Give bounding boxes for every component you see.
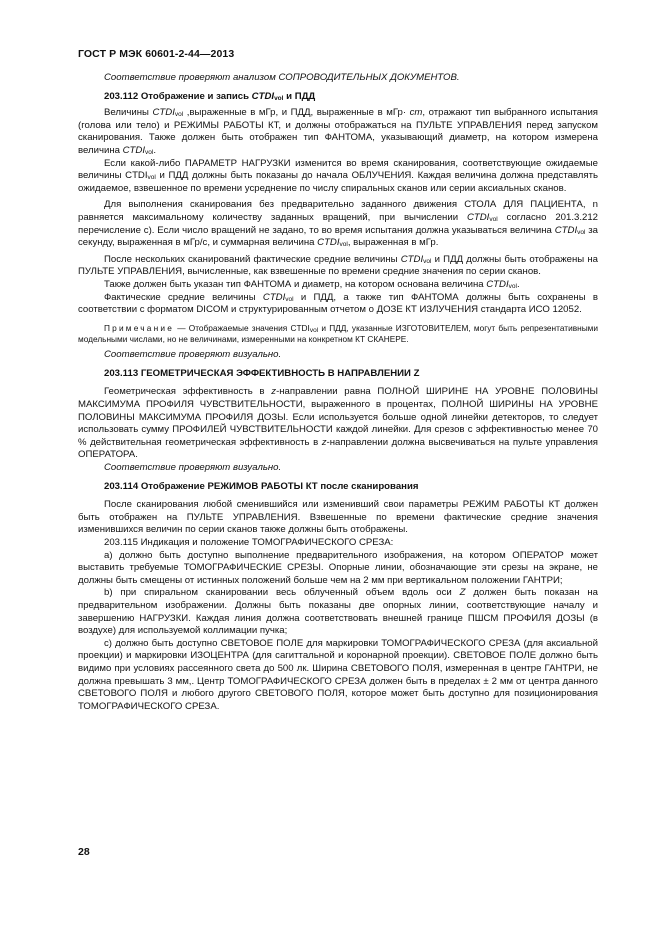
page-number: 28 — [78, 846, 90, 858]
section-heading-203-112: 203.112 Отображение и запись $CTDI_{vol}$ и ПДД — [104, 90, 316, 102]
conformity-note-1: Соответствие проверяют анализом СОПРОВОДИТЕЛЬНЫХ ДОКУМЕНТОВ. — [104, 72, 460, 83]
paragraph-geometric-efficiency: Геометрическая эффективность в z-направлении равна ПОЛНОЙ ШИРИНЕ НА УРОВНЕ ПОЛОВИНЫ МАКСИМУМА ПРОФИЛЯ ЧУВСТВИТЕЛЬНОСТИ, выраженного в процентах, ПОЛНОЙ ШИРИНЫ НА УРОВНЕ ПОЛОВИНЫ МАКСИМУМА ПРОФИЛЯ ДОЗЫ. Если используется больше одной линейки детекторов, то следует использовать сумму ПРОФИЛЕЙ ЧУВСТВИТЕЛЬНОСТИ каждой линейки. Для срезов с эффективностью менее 70 % действительная геометрическая эффективность в z-направлении должна высвечиваться на пульте управления ОПЕРАТОРА. — [78, 386, 598, 461]
paragraph-dicom-storage: Фактические средние величины $CTDI_{vol}$ и ПДД, а также тип ФАНТОМА должны быть сохранены в соответствии с форматом DICOM и структурированным отчетом о ДОЗЕ КТ ИЗЛУЧЕНИЯ стандарта ИСО 12052. — [78, 291, 598, 316]
list-item-b: b) при спиральном сканировании весь облученный объем вдоль оси Z должен быть показан на предварительном изображении. Должны быть показаны две опорных линии, соответствующие началу и завершению НАГРУЗКИ. Каждая линия должна соответствовать внешней границе ПШСМ ПРОФИЛЯ ДОЗЫ (в воздухе) для используемой коллимации пучка; — [78, 587, 598, 637]
section-heading-203-113: 203.113 ГЕОМЕТРИЧЕСКАЯ ЭФФЕКТИВНОСТЬ В НАПРАВЛЕНИИ Z — [104, 367, 420, 379]
paragraph-scan-without-table-motion: Для выполнения сканирования без предварительно заданного движения СТОЛА ДЛЯ ПАЦИЕНТА, n равняется максимальному количеству заданных вращений, при вычислении $CTDI_{vol}$ согласно 201.3.212 перечисление с). Если число вращений не задано, то во время испытания должна указываться величина $CTDI_{vol}$ за секунду, выраженная в мГр/с, и суммарная величина $CTDI_{vol}$, выраженная в мГр. — [78, 199, 599, 249]
paragraph-after-several-scans: После нескольких сканирований фактические средние величины $CTDI_{vol}$ и ПДД должны быть отображены на ПУЛЬТЕ УПРАВЛЕНИЯ, вычисленные, как взвешенные по времени средние значения по серии сканов. — [78, 253, 598, 278]
paragraph-load-parameter-change: Если какой-либо ПАРАМЕТР НАГРУЗКИ изменится во время сканирования, соответствующие ожидаемые величины $CTDI_{vol}$ и ПДД должны быть показаны до начала ОБЛУЧЕНИЯ. Каждая величина должна представлять ожидаемое, взвешенное по времени усреднение по числу спиральных сканов или серии аксиальных сканов. — [78, 157, 598, 194]
standard-header: ГОСТ Р МЭК 60601-2-44—2013 — [78, 48, 235, 60]
paragraph-after-scanning: После сканирования любой сменившийся или изменивший свои параметры РЕЖИМ РАБОТЫ КТ должен быть отображен на ПУЛЬТЕ УПРАВЛЕНИЯ. Взвешенные по времени фактические средние значения изменившихся величин по серии сканов также должны быть отображены. — [78, 499, 598, 536]
section-heading-203-114: 203.114 Отображение РЕЖИМОВ РАБОТЫ КТ после сканирования — [104, 480, 419, 492]
note-displayed-values: Примечание — Отображаемые значения $CTDI_{vol}$ и ПДД, указанные ИЗГОТОВИТЕЛЕМ, могут быть репрезентативными модельными числами, но не величинами, измеренными на конкретном КТ СКАНЕРЕ. — [78, 322, 598, 344]
document-page — [78, 48, 598, 713]
conformity-note-3: Соответствие проверяют визуально. — [104, 462, 282, 474]
conformity-note-2: Соответствие проверяют визуально. — [104, 349, 282, 361]
paragraph-phantom-type: Также должен быть указан тип ФАНТОМА и диаметр, на котором основана величина $CTDI_{vol}$. — [104, 278, 520, 290]
list-item-c: c) должно быть доступно СВЕТОВОЕ ПОЛЕ для маркировки ТОМОГРАФИЧЕСКОГО СРЕЗА (для аксиальной проекции) и маркировки ИЗОЦЕНТРА (для сагиттальной и коронарной проекции). СВЕТОВОЕ ПОЛЕ должно быть видимо при условиях рассеянного света до 500 лк. Ширина СВЕТОВОГО ПОЛЯ, измеренная в центре ГАНТРИ, не должна превышать 3 мм,. Центр ТОМОГРАФИЧЕСКОГО СРЕЗА должен быть в пределах ± 2 мм от центра данного СВЕТОВОГО ПОЛЯ и любого другого СВЕТОВОГО ПОЛЯ, которое может быть доступно для позиционирования ТОМОГРАФИЧЕСКОГО СРЕЗА. — [78, 637, 598, 712]
paragraph-203-115: 203.115 Индикация и положение ТОМОГРАФИЧЕСКОГО СРЕЗА: — [104, 537, 394, 548]
list-item-a: а) должно быть доступно выполнение предварительного изображения, на котором ОПЕРАТОР может выставить требуемые ТОМОГРАФИЧЕСКИЕ СРЕЗЫ. Опорные линии, обозначающие эти срезы на экране, не должны быть смещены от истинных положений больше чем на 2 мм при вертикальном положении ГАНТРИ; — [78, 549, 598, 586]
paragraph-ctdi-values: Величины $CTDI_{vol}$ ,выраженные в мГр, и ПДД, выраженные в мГр· cm, отражают тип выбранного испытания (голова или тело) и РЕЖИМЫ РАБОТЫ КТ, и должны отображаться на ПУЛЬТЕ УПРАВЛЕНИЯ перед запуском сканирования. Также должен быть отображен тип ФАНТОМА, указывающий диаметр, на котором измерена величина $CTDI_{vol}$. — [78, 107, 598, 156]
